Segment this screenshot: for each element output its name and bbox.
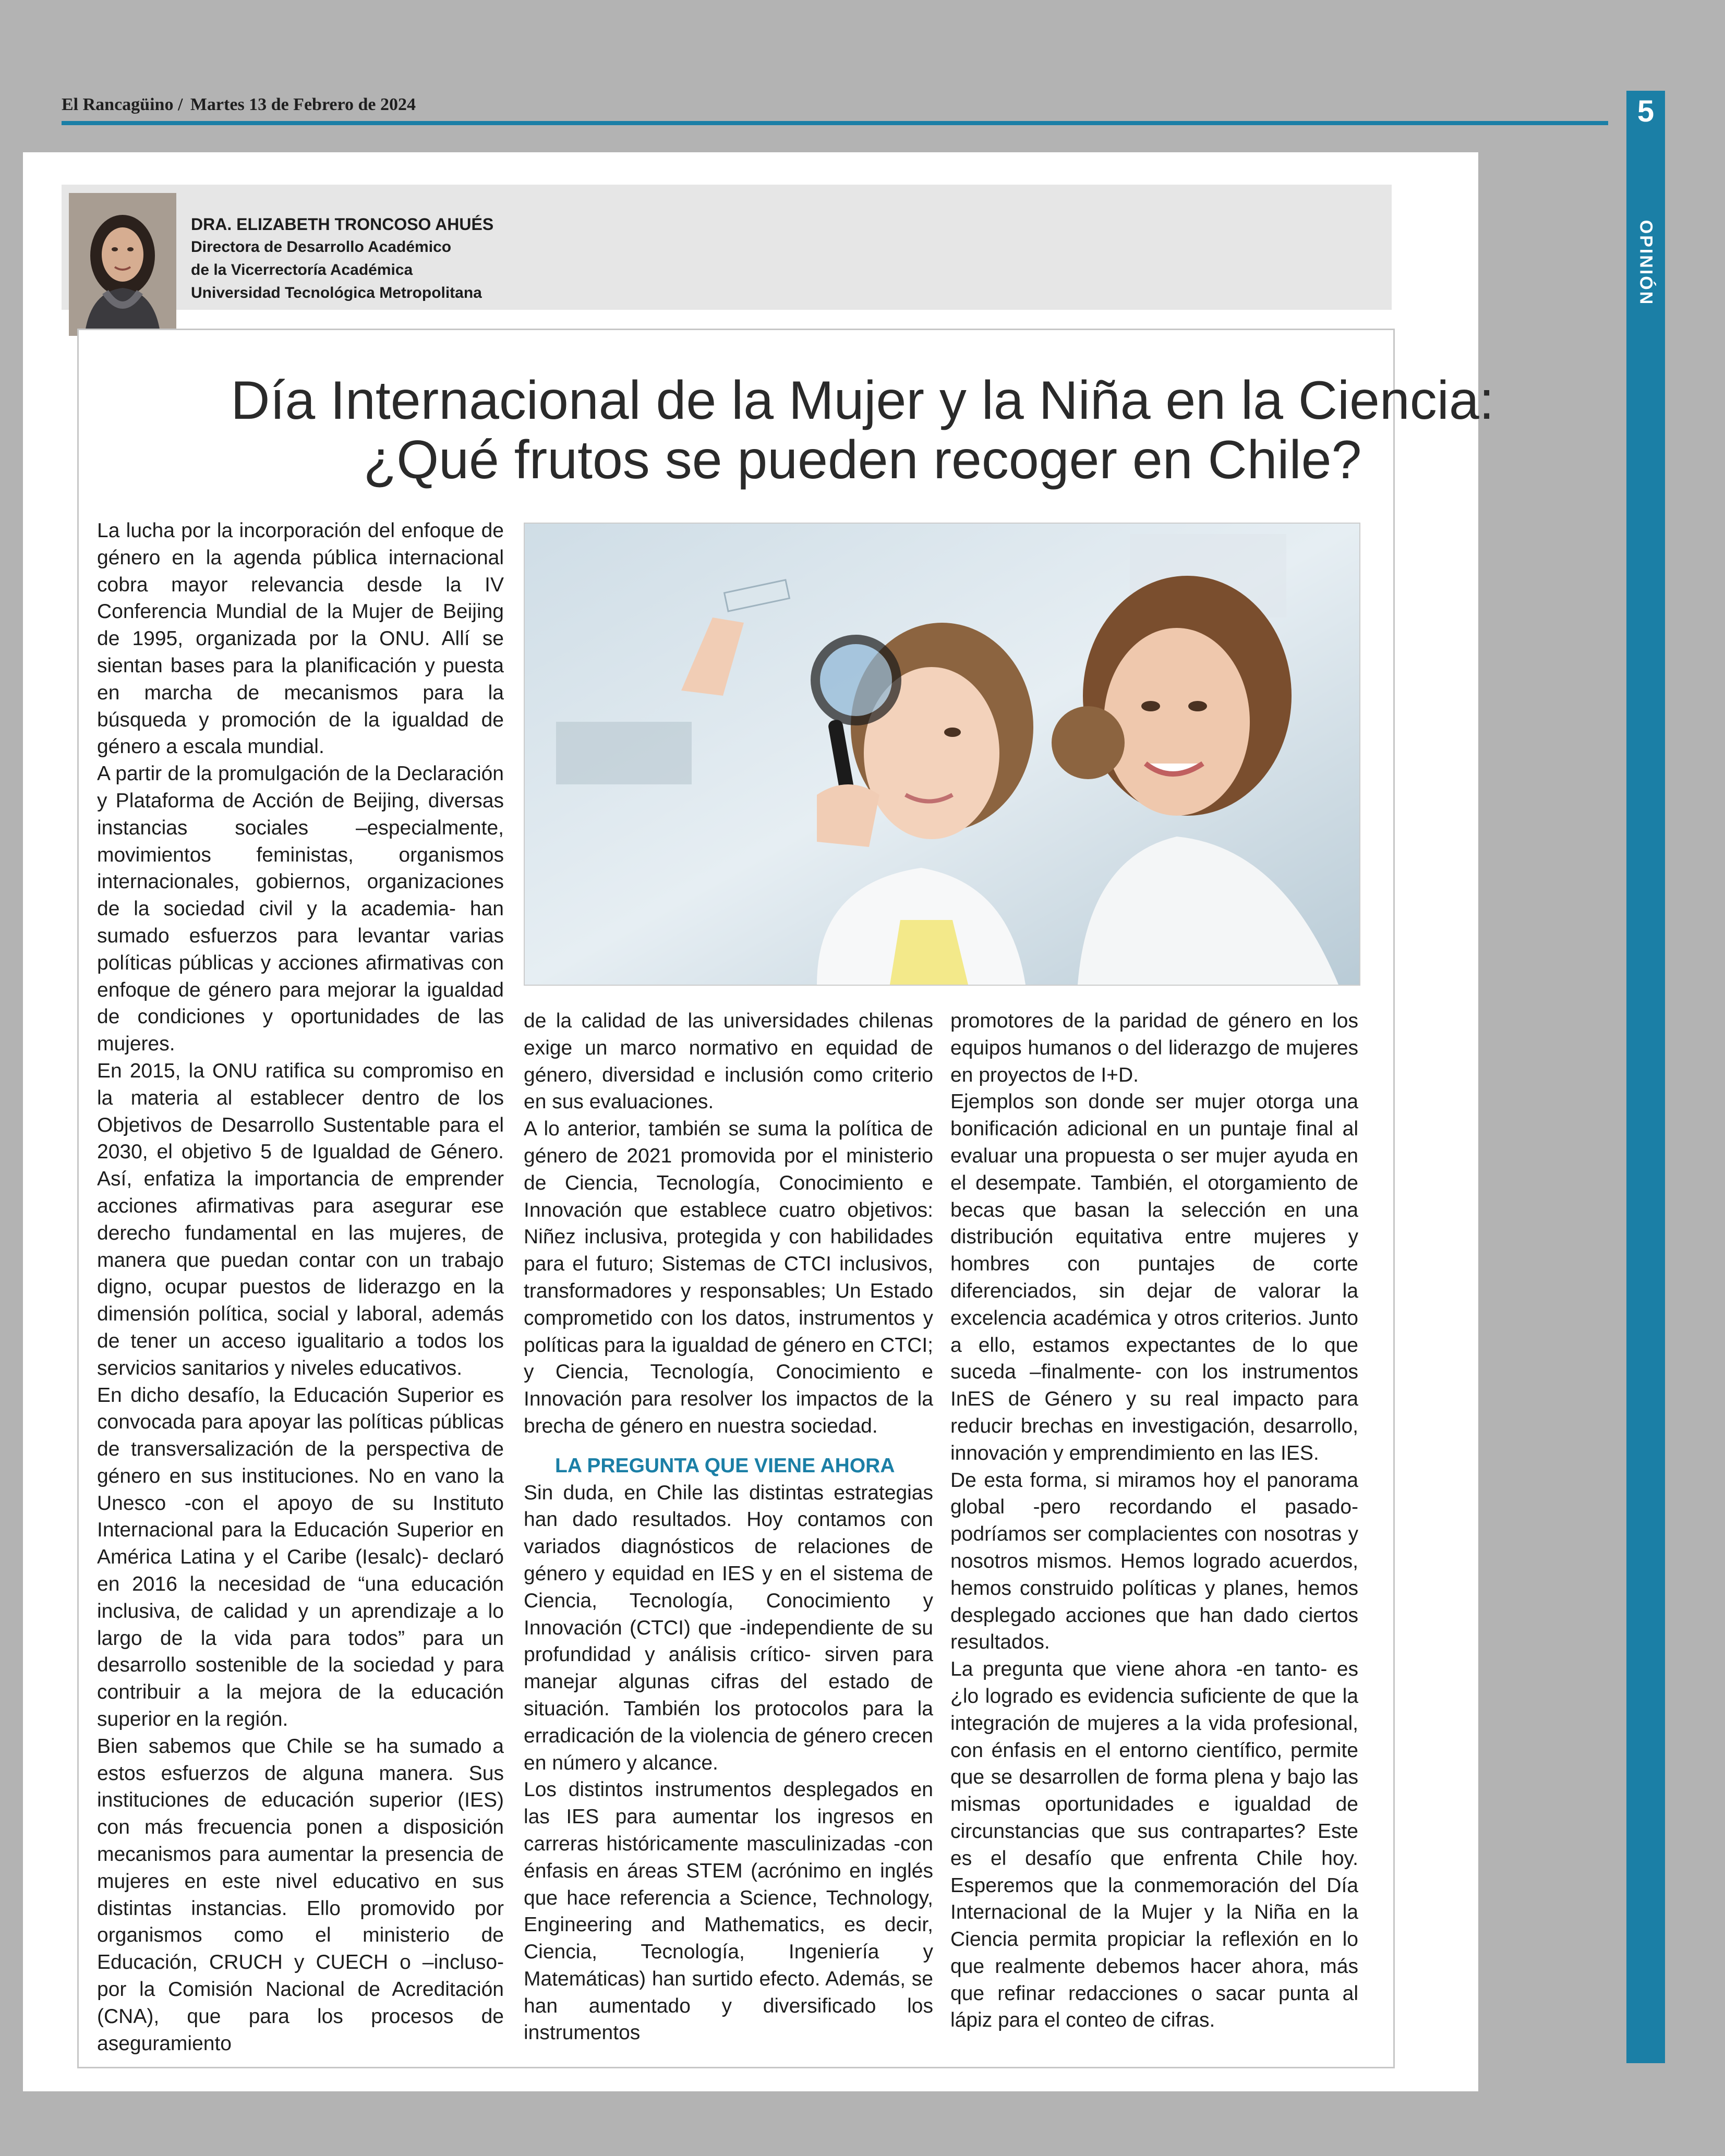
paragraph: Los distintos instrumentos desplegados en las IES para aumentar los ingresos en carreras históricamente masculinizadas -con énfasis en áreas STEM (acrónimo en inglés que hace referencia a Science, Technology, Engineering and Mathematics, es decir, Ciencia, Tecnología, Ingeniería y Matemáticas) han surtido efecto. Además, se han aumentado y diversificado los instrumentos: [524, 1778, 933, 2044]
paragraph: En 2015, la ONU ratifica su compromiso en la materia al establecer dentro de los Objetivos de Desarrollo Sustentable para el 2030, el objetivo 5 de Igualdad de Género. Así, enfatiza la importancia de emprender acciones afirmativas para asegurar ese derecho fundamental en las mujeres, de manera que puedan contar con un trabajo digno, ocupar puestos de liderazgo en la dimensión política, social y laboral, además de tener un acceso igualitario a todos los servicios sanitarios y niveles educativos.: [97, 1059, 504, 1379]
paragraph: de la calidad de las universidades chilenas exige un marco normativo en equidad de género, diversidad e inclusión como criterio en sus evaluaciones.: [524, 1010, 933, 1113]
paragraph: La pregunta que viene ahora -en tanto- es ¿lo logrado es evidencia suficiente de que la integración de mujeres a la vida profesional, con énfasis en el entorno científico, permite que se desarrollen de forma plena y bajo las mismas oportunidades e igualdad de circunstancias que sus contrapartes? Este es el desafío que enfrenta Chile hoy. Esperemos que la conmemoración del Día Internacional de la Mujer y la Niña en la Ciencia permita propiciar la reflexión en lo que realmente debemos hacer ahora, más que refinar redacciones o sacar punta al lápiz para el conteo de cifras.: [950, 1658, 1358, 2032]
newspaper-name: El Rancagüino /: [62, 95, 183, 114]
header-rule: [62, 121, 1608, 125]
paragraph: De esta forma, si miramos hoy el panorama global -pero recordando el pasado- podríamos ser complacientes con nosotras y nosotros mismos. Hemos logrado acuerdos, hemos construido políticas y planes, hemos desplegado acciones que han dado ciertos resultados.: [950, 1469, 1358, 1654]
author-info: [191, 213, 493, 305]
issue-date: Martes 13 de Febrero de 2024: [190, 95, 416, 114]
article-title-line1: Día Internacional de la Mujer y la Niña en la Ciencia:: [231, 370, 1494, 431]
author-photo: [69, 193, 176, 336]
article-column-3: [950, 1008, 1358, 2034]
paragraph: Ejemplos son donde ser mujer otorga una bonificación adicional en un puntaje final al evaluar una propuesta o ser mujer ayuda en el desempate. También, el otorgamiento de becas que basan la selección en una distribución equitativa entre mujeres y hombres con puntajes de corte diferenciados, sin dejar de valorar la excelencia académica y otros criterios. Junto a ello, estamos expectantes de lo que suceda –finalmente- con los instrumentos InES de Género y su real impacto para reducir brechas en investigación, desarrollo, innovación y emprendimiento en las IES.: [950, 1091, 1358, 1464]
author-institution: Universidad Tecnológica Metropolitana: [191, 284, 482, 301]
paragraph: La lucha por la incorporación del enfoque de género en la agenda pública internacional cobra mayor relevancia desde la IV Conferencia Mundial de la Mujer de Beijing de 1995, organizada por la ONU. Allí se sientan bases para la planificación y puesta en marcha de mecanismos para la búsqueda y promoción de la igualdad de género a escala mundial.: [97, 519, 504, 758]
page-number: 5: [1637, 94, 1655, 128]
article-column-2: [524, 1008, 933, 2046]
author-role-line1: Directora de Desarrollo Académico: [191, 238, 452, 256]
paragraph: En dicho desafío, la Educación Superior es convocada para apoyar las políticas públicas de transversalización de la perspectiva de género en sus instituciones. No en vano la Unesco -con el apoyo de su Instituto Internacional para la Educación Superior en América Latina y el Caribe (Iesalc)- declaró en 2016 la necesidad de “una educación inclusiva, de calidad y un aprendizaje a lo largo de la vida para todos” para un desarrollo sostenible de la sociedad y para contribuir a la mejora de la educación superior en la región.: [97, 1384, 504, 1731]
section-label: OPINIÓN: [1636, 220, 1656, 306]
article-column-1: [97, 517, 504, 2057]
author-name: DRA. ELIZABETH TRONCOSO AHUÉS: [191, 215, 494, 234]
author-role-line2: de la Vicerrectoría Académica: [191, 261, 413, 278]
paragraph: A partir de la promulgación de la Declaración y Plataforma de Acción de Beijing, diversas instancias sociales –especialmente, movimientos feministas, organismos internacionales, gobiernos, organizaciones de la sociedad civil y la academia- han sumado esfuerzos para levantar varias políticas públicas y acciones afirmativas con enfoque de género para mejorar la igualdad de condiciones y oportunidades de las mujeres.: [97, 762, 504, 1056]
paragraph: A lo anterior, también se suma la política de género de 2021 promovida por el ministerio de Ciencia, Tecnología, Conocimiento e Innovación que establece cuatro objetivos: Niñez inclusiva, protegida y con habilidades para el futuro; Sistemas de CTCI inclusivos, transformadores y responsables; Un Estado comprometido con los datos, instrumentos y políticas para la igualdad de género en CTCI; y Ciencia, Tecnología, Conocimiento e Innovación para resolver los impactos de la brecha de género en nuestra sociedad.: [524, 1118, 933, 1437]
paragraph: promotores de la paridad de género en los equipos humanos o del liderazgo de mujeres en proyectos de I+D.: [950, 1010, 1358, 1086]
article-photo: [524, 523, 1360, 986]
article-title-line2: ¿Qué frutos se pueden recoger en Chile?: [363, 430, 1362, 490]
section-subheading: LA PREGUNTA QUE VIENE AHORA: [555, 1454, 895, 1477]
paragraph: Bien sabemos que Chile se ha sumado a estos esfuerzos de alguna manera. Sus instituciones de educación superior (IES) con más frecuencia ponen a disposición mecanismos para aumentar la presencia de mujeres en este nivel educativo en sus distintas instancias. Ello promovido por organismos como el ministerio de Educación, CRUCH y CUECH o –incluso- por la Comisión Nacional de Acreditación (CNA), que para los procesos de aseguramiento: [97, 1735, 504, 2055]
paragraph: Sin duda, en Chile las distintas estrategias han dado resultados. Hoy contamos con variados diagnósticos de relaciones de género y equidad en IES y en el sistema de Ciencia, Tecnología, Conocimiento y Innovación (CTCI) que -independiente de su profundidad y análisis crítico- sirven para manejar algunas cifras del estado de situación. También los protocolos para la erradicación de la violencia de género crecen en número y alcance.: [524, 1481, 933, 1774]
